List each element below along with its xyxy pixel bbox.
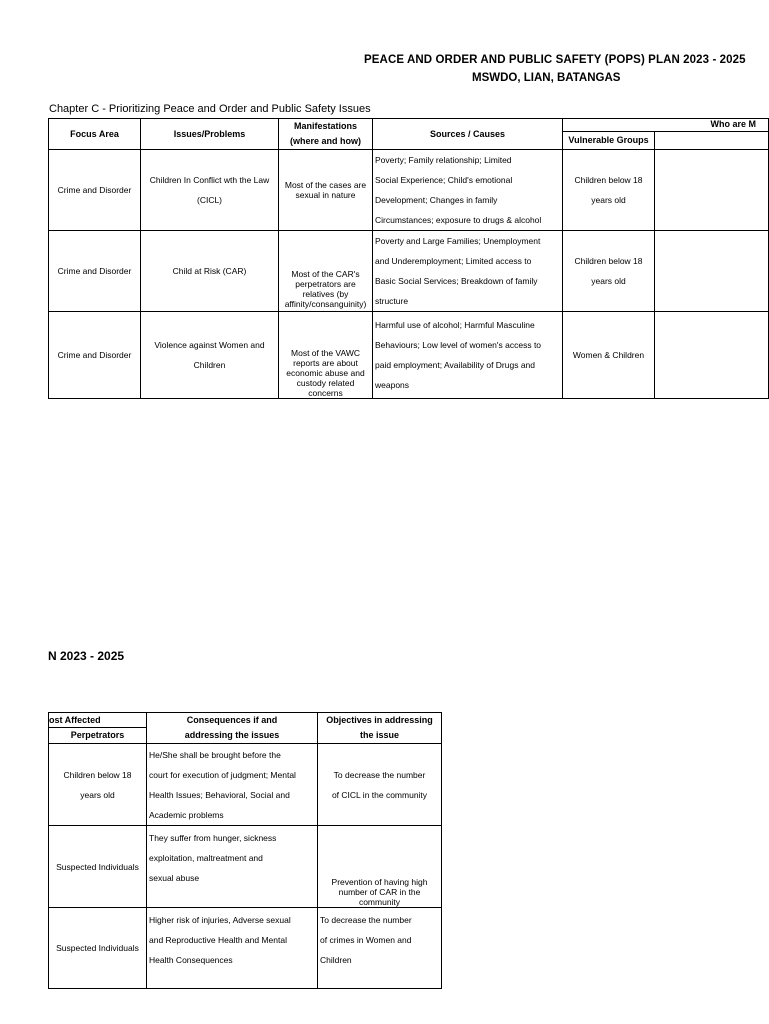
cell-perpetrators: Children below 18 years old xyxy=(49,744,147,826)
plan-period: N 2023 - 2025 xyxy=(48,649,125,663)
cell-consequences: He/She shall be brought before the court for execution of judgment; Mental Health Issues; Behavioral, Social and Academic problems xyxy=(147,744,318,826)
page-title: PEACE AND ORDER AND PUBLIC SAFETY (POPS) PLAN 2023 - 2025 xyxy=(364,54,746,66)
cell-consequences: Higher risk of injuries, Adverse sexual and Reproductive Health and Mental Health Consequences xyxy=(147,908,318,989)
cell-focus-area: Crime and Disorder xyxy=(49,312,141,399)
cell-vulnerable: Women & Children xyxy=(563,312,655,399)
cell-vulnerable: Children below 18 years old xyxy=(563,231,655,312)
cell-objectives: Prevention of having high number of CAR in the community xyxy=(318,826,442,908)
cell-perpetrators: Suspected Individuals xyxy=(49,908,147,989)
issues-table-part2 xyxy=(48,712,441,986)
table-row xyxy=(49,826,442,908)
cell-manifestation: Most of the cases are sexual in nature xyxy=(279,150,373,231)
issues-table-part1 xyxy=(48,118,757,398)
cell-perpetrators xyxy=(655,150,769,231)
col-objectives: Objectives in addressing the issue xyxy=(318,713,442,744)
col-consequences: Consequences if and addressing the issues xyxy=(147,713,318,744)
cell-objectives: To decrease the number of crimes in Women and Children xyxy=(318,908,442,989)
cell-manifestation: Most of the CAR's perpetrators are relatives (by affinity/consanguinity) xyxy=(279,231,373,312)
cell-sources: Poverty; Family relationship; Limited Social Experience; Child's emotional Development; Changes in family Circumstances; exposure to drugs & alcohol xyxy=(373,150,563,231)
cell-perpetrators xyxy=(655,312,769,399)
cell-issue: Children In Conflict wth the Law (CICL) xyxy=(141,150,279,231)
col-vulnerable: Vulnerable Groups xyxy=(563,131,655,149)
table-row xyxy=(49,150,769,231)
cell-issue: Violence against Women and Children xyxy=(141,312,279,399)
col-who-affected-cont: ost Affected xyxy=(49,713,147,728)
cell-objectives: To decrease the number of CICL in the community xyxy=(318,744,442,826)
chapter-heading: Chapter C - Prioritizing Peace and Order and Public Safety Issues xyxy=(49,103,371,115)
col-issues: Issues/Problems xyxy=(141,119,279,150)
cell-vulnerable: Children below 18 years old xyxy=(563,150,655,231)
cell-focus-area: Crime and Disorder xyxy=(49,150,141,231)
table-row xyxy=(49,744,442,826)
table-row xyxy=(49,908,442,989)
col-sources: Sources / Causes xyxy=(373,119,563,150)
page-subtitle: MSWDO, LIAN, BATANGAS xyxy=(472,72,621,84)
cell-focus-area: Crime and Disorder xyxy=(49,231,141,312)
col-perpetrators: Perpetrators xyxy=(49,727,147,743)
cell-issue: Child at Risk (CAR) xyxy=(141,231,279,312)
col-perpetrators-top xyxy=(655,131,769,149)
cell-sources: Harmful use of alcohol; Harmful Masculine Behaviours; Low level of women's access to paid employment; Availability of Drugs and weapons xyxy=(373,312,563,399)
table-row xyxy=(49,312,769,399)
col-manifestations: Manifestations (where and how) xyxy=(279,119,373,150)
table-row xyxy=(49,231,769,312)
cell-sources: Poverty and Large Families; Unemployment and Underemployment; Limited access to Basic Social Services; Breakdown of family structure xyxy=(373,231,563,312)
col-who-affected: Who are M xyxy=(563,119,769,132)
cell-consequences: They suffer from hunger, sickness exploitation, maltreatment and sexual abuse xyxy=(147,826,318,908)
cell-perpetrators: Suspected Individuals xyxy=(49,826,147,908)
cell-manifestation: Most of the VAWC reports are about economic abuse and custody related concerns xyxy=(279,312,373,399)
col-focus-area: Focus Area xyxy=(49,119,141,150)
cell-perpetrators xyxy=(655,231,769,312)
